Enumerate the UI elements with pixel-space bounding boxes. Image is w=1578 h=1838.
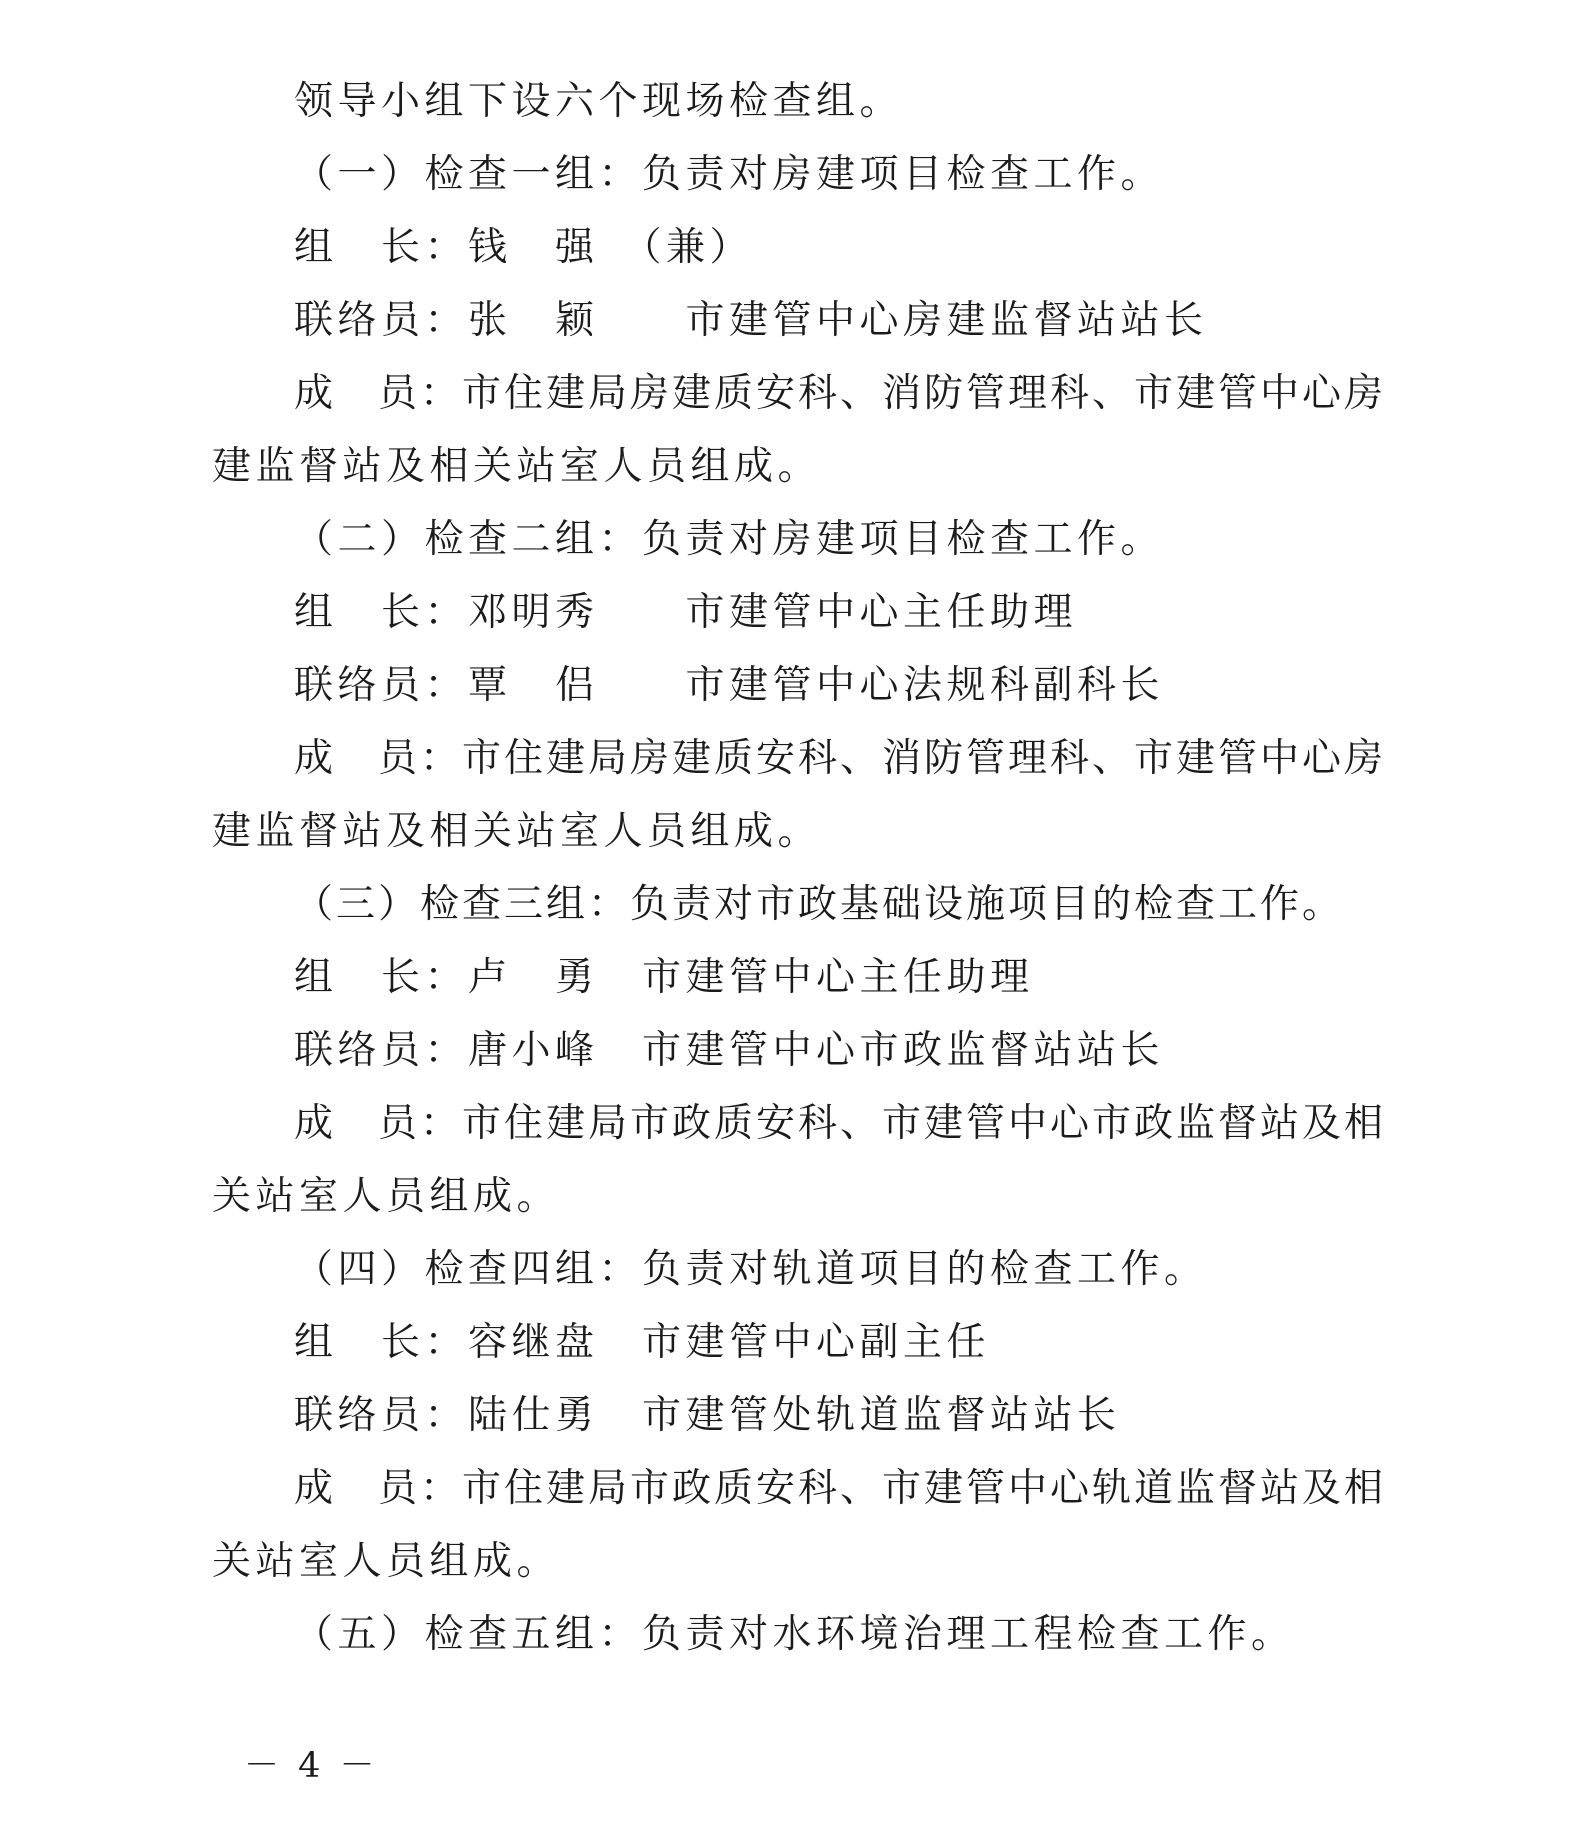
group-2-liaison: 联络员：覃 侣 市建管中心法规科副科长	[294, 663, 1165, 708]
group-1-leader: 组 长：钱 强 （兼）	[294, 225, 754, 270]
group-1-liaison: 联络员：张 颖 市建管中心房建监督站站长	[294, 298, 1208, 343]
group-2-leader: 组 长：邓明秀 市建管中心主任助理	[294, 590, 1078, 635]
group-2-heading: （二）检查二组：负责对房建项目检查工作。	[294, 517, 1165, 562]
group-5-heading: （五）检查五组：负责对水环境治理工程检查工作。	[294, 1612, 1295, 1657]
group-4-liaison: 联络员：陆仕勇 市建管处轨道监督站站长	[294, 1393, 1121, 1438]
group-4-heading: （四）检查四组：负责对轨道项目的检查工作。	[294, 1247, 1208, 1292]
group-1-heading: （一）检查一组：负责对房建项目检查工作。	[294, 152, 1165, 197]
group-1-members: 成 员：市住建局房建质安科、消防管理科、市建管中心房	[294, 371, 1387, 416]
group-3-leader: 组 长：卢 勇 市建管中心主任助理	[294, 955, 1034, 1000]
group-2-members: 成 员：市住建局房建质安科、消防管理科、市建管中心房	[294, 736, 1387, 781]
group-4-leader: 组 长：容继盘 市建管中心副主任	[294, 1320, 991, 1365]
group-1-members-cont: 建监督站及相关站室人员组成。	[212, 444, 822, 489]
group-4-members: 成 员：市住建局市政质安科、市建管中心轨道监督站及相	[294, 1466, 1387, 1511]
group-3-liaison: 联络员：唐小峰 市建管中心市政监督站站长	[294, 1028, 1165, 1073]
page-number: － 4 －	[244, 1746, 379, 1786]
group-2-members-cont: 建监督站及相关站室人员组成。	[212, 809, 822, 854]
group-3-members: 成 员：市住建局市政质安科、市建管中心市政监督站及相	[294, 1101, 1387, 1146]
group-3-heading: （三）检查三组：负责对市政基础设施项目的检查工作。	[294, 882, 1345, 927]
group-3-members-cont: 关站室人员组成。	[212, 1174, 561, 1219]
group-4-members-cont: 关站室人员组成。	[212, 1539, 561, 1584]
intro-line: 领导小组下设六个现场检查组。	[294, 79, 904, 124]
